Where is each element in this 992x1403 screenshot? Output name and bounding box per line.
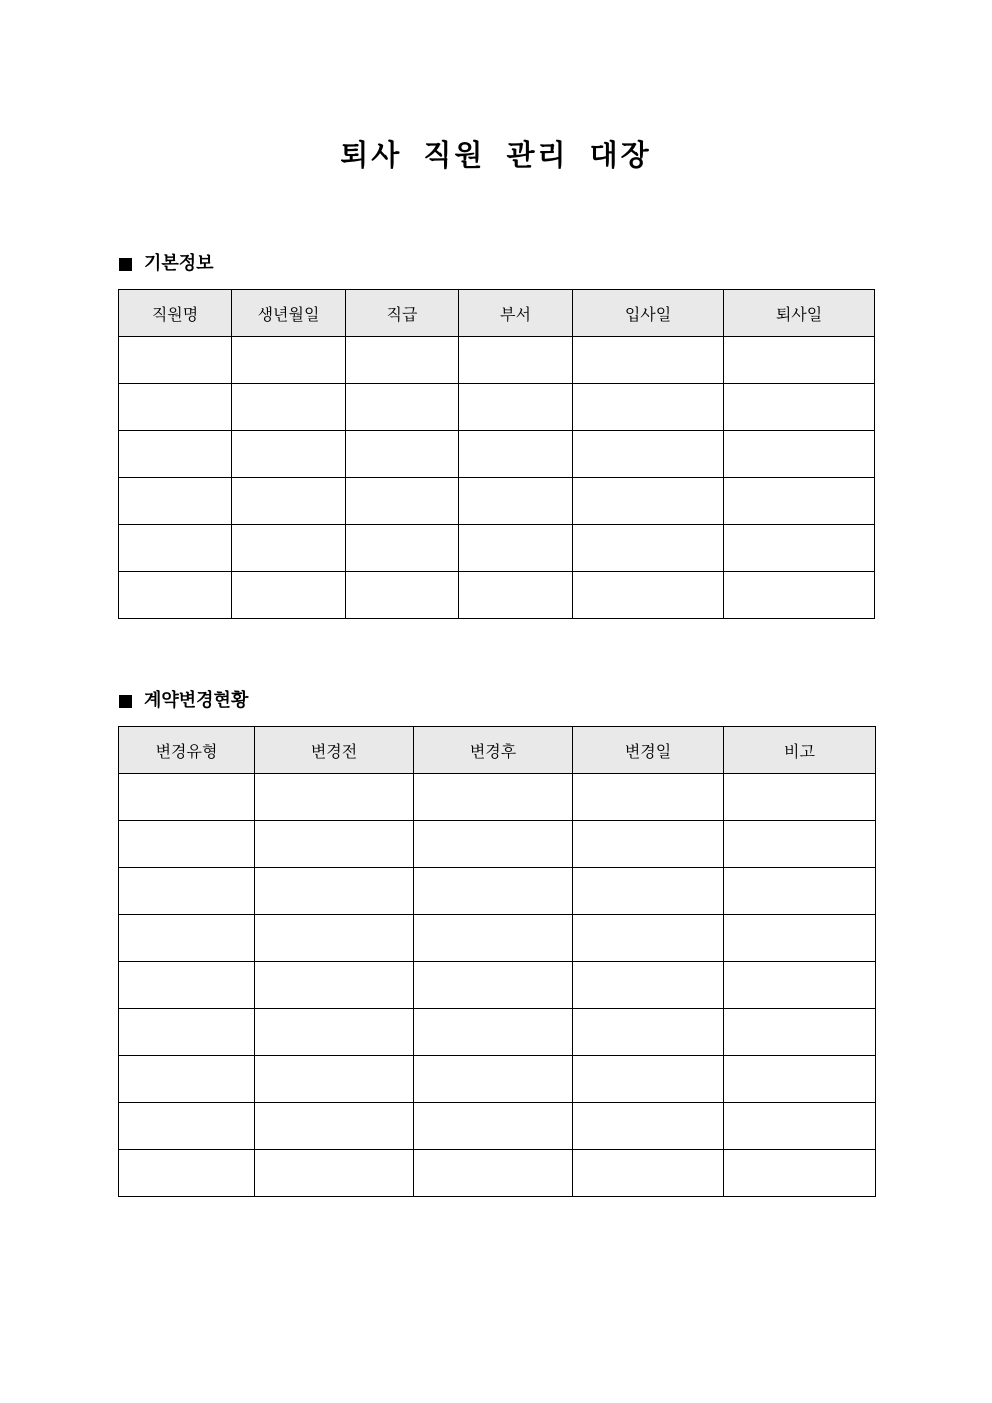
- table-cell[interactable]: [573, 915, 724, 962]
- table-cell[interactable]: [414, 868, 573, 915]
- table-cell[interactable]: [255, 774, 414, 821]
- table-row: [119, 821, 876, 868]
- table-cell[interactable]: [724, 915, 876, 962]
- table-cell[interactable]: [255, 962, 414, 1009]
- table-cell[interactable]: [573, 384, 724, 431]
- square-bullet-icon: [119, 695, 132, 708]
- table-cell[interactable]: [414, 1150, 573, 1197]
- table-cell[interactable]: [119, 431, 232, 478]
- column-header: 변경전: [255, 727, 414, 774]
- table-cell[interactable]: [724, 962, 876, 1009]
- table-row: [119, 1103, 876, 1150]
- table-cell[interactable]: [232, 478, 346, 525]
- basic-info-table-body: [119, 337, 875, 619]
- table-row: [119, 774, 876, 821]
- table-cell[interactable]: [573, 868, 724, 915]
- table-cell[interactable]: [573, 1056, 724, 1103]
- table-cell[interactable]: [459, 431, 573, 478]
- table-cell[interactable]: [414, 1056, 573, 1103]
- table-cell[interactable]: [119, 525, 232, 572]
- table-cell[interactable]: [255, 821, 414, 868]
- table-row: [119, 1056, 876, 1103]
- section-heading-label: 기본정보: [144, 253, 214, 274]
- column-header: 비고: [724, 727, 876, 774]
- table-row: [119, 384, 875, 431]
- table-cell[interactable]: [573, 478, 724, 525]
- table-cell[interactable]: [119, 1056, 255, 1103]
- table-cell[interactable]: [346, 384, 459, 431]
- page-title: 퇴사 직원 관리 대장: [340, 138, 652, 172]
- column-header: 부서: [459, 290, 573, 337]
- table-cell[interactable]: [255, 1103, 414, 1150]
- table-cell[interactable]: [724, 384, 875, 431]
- table-cell[interactable]: [346, 478, 459, 525]
- table-cell[interactable]: [724, 774, 876, 821]
- table-row: [119, 478, 875, 525]
- table-header-row: [119, 727, 876, 774]
- section-heading-label: 계약변경현황: [144, 690, 249, 711]
- table-cell[interactable]: [724, 572, 875, 619]
- table-cell[interactable]: [414, 774, 573, 821]
- contract-changes-table: [118, 726, 876, 1197]
- column-header: 입사일: [573, 290, 724, 337]
- table-cell[interactable]: [119, 478, 232, 525]
- table-cell[interactable]: [255, 1056, 414, 1103]
- table-cell[interactable]: [573, 572, 724, 619]
- table-row: [119, 915, 876, 962]
- table-cell[interactable]: [573, 431, 724, 478]
- table-row: [119, 572, 875, 619]
- table-cell[interactable]: [724, 821, 876, 868]
- table-cell[interactable]: [414, 821, 573, 868]
- table-cell[interactable]: [232, 431, 346, 478]
- table-row: [119, 868, 876, 915]
- column-header: 직급: [346, 290, 459, 337]
- table-cell[interactable]: [119, 868, 255, 915]
- table-cell[interactable]: [119, 337, 232, 384]
- table-cell[interactable]: [232, 337, 346, 384]
- table-cell[interactable]: [232, 572, 346, 619]
- table-cell[interactable]: [459, 337, 573, 384]
- table-row: [119, 962, 876, 1009]
- table-cell[interactable]: [346, 525, 459, 572]
- table-cell[interactable]: [346, 431, 459, 478]
- table-cell[interactable]: [573, 1150, 724, 1197]
- table-cell[interactable]: [414, 1103, 573, 1150]
- table-cell[interactable]: [459, 384, 573, 431]
- table-cell[interactable]: [724, 868, 876, 915]
- table-cell[interactable]: [255, 1009, 414, 1056]
- table-cell[interactable]: [459, 478, 573, 525]
- table-cell[interactable]: [119, 1103, 255, 1150]
- table-cell[interactable]: [119, 915, 255, 962]
- contract-changes-table-body: [119, 774, 876, 1197]
- table-cell[interactable]: [119, 384, 232, 431]
- table-cell[interactable]: [724, 1150, 876, 1197]
- table-cell[interactable]: [573, 525, 724, 572]
- table-cell[interactable]: [573, 821, 724, 868]
- table-cell[interactable]: [573, 774, 724, 821]
- column-header: 직원명: [119, 290, 232, 337]
- column-header: 생년월일: [232, 290, 346, 337]
- table-cell[interactable]: [573, 1009, 724, 1056]
- table-cell[interactable]: [724, 1103, 876, 1150]
- column-header: 변경유형: [119, 727, 255, 774]
- table-cell[interactable]: [724, 431, 875, 478]
- table-cell[interactable]: [119, 1009, 255, 1056]
- table-cell[interactable]: [232, 525, 346, 572]
- table-cell[interactable]: [346, 337, 459, 384]
- table-cell[interactable]: [232, 384, 346, 431]
- table-cell[interactable]: [459, 572, 573, 619]
- table-row: [119, 1150, 876, 1197]
- table-cell[interactable]: [724, 337, 875, 384]
- square-bullet-icon: [119, 258, 132, 271]
- table-cell[interactable]: [573, 337, 724, 384]
- table-cell[interactable]: [255, 868, 414, 915]
- section-heading-basic-info: [119, 252, 214, 276]
- table-cell[interactable]: [346, 572, 459, 619]
- table-cell[interactable]: [119, 774, 255, 821]
- table-cell[interactable]: [724, 478, 875, 525]
- table-cell[interactable]: [119, 572, 232, 619]
- table-cell[interactable]: [414, 915, 573, 962]
- table-cell[interactable]: [724, 1056, 876, 1103]
- section-heading-contract-changes: [119, 689, 248, 713]
- table-cell[interactable]: [459, 525, 573, 572]
- basic-info-table: [118, 289, 875, 619]
- table-cell[interactable]: [573, 962, 724, 1009]
- column-header: 퇴사일: [724, 290, 875, 337]
- table-cell[interactable]: [119, 1150, 255, 1197]
- table-cell[interactable]: [573, 1103, 724, 1150]
- table-cell[interactable]: [724, 1009, 876, 1056]
- table-cell[interactable]: [724, 525, 875, 572]
- column-header: 변경일: [573, 727, 724, 774]
- table-row: [119, 337, 875, 384]
- table-cell[interactable]: [255, 1150, 414, 1197]
- table-row: [119, 525, 875, 572]
- table-cell[interactable]: [119, 821, 255, 868]
- table-row: [119, 431, 875, 478]
- column-header: 변경후: [414, 727, 573, 774]
- table-cell[interactable]: [414, 1009, 573, 1056]
- table-cell[interactable]: [414, 962, 573, 1009]
- table-cell[interactable]: [119, 962, 255, 1009]
- table-cell[interactable]: [255, 915, 414, 962]
- table-header-row: [119, 290, 875, 337]
- table-row: [119, 1009, 876, 1056]
